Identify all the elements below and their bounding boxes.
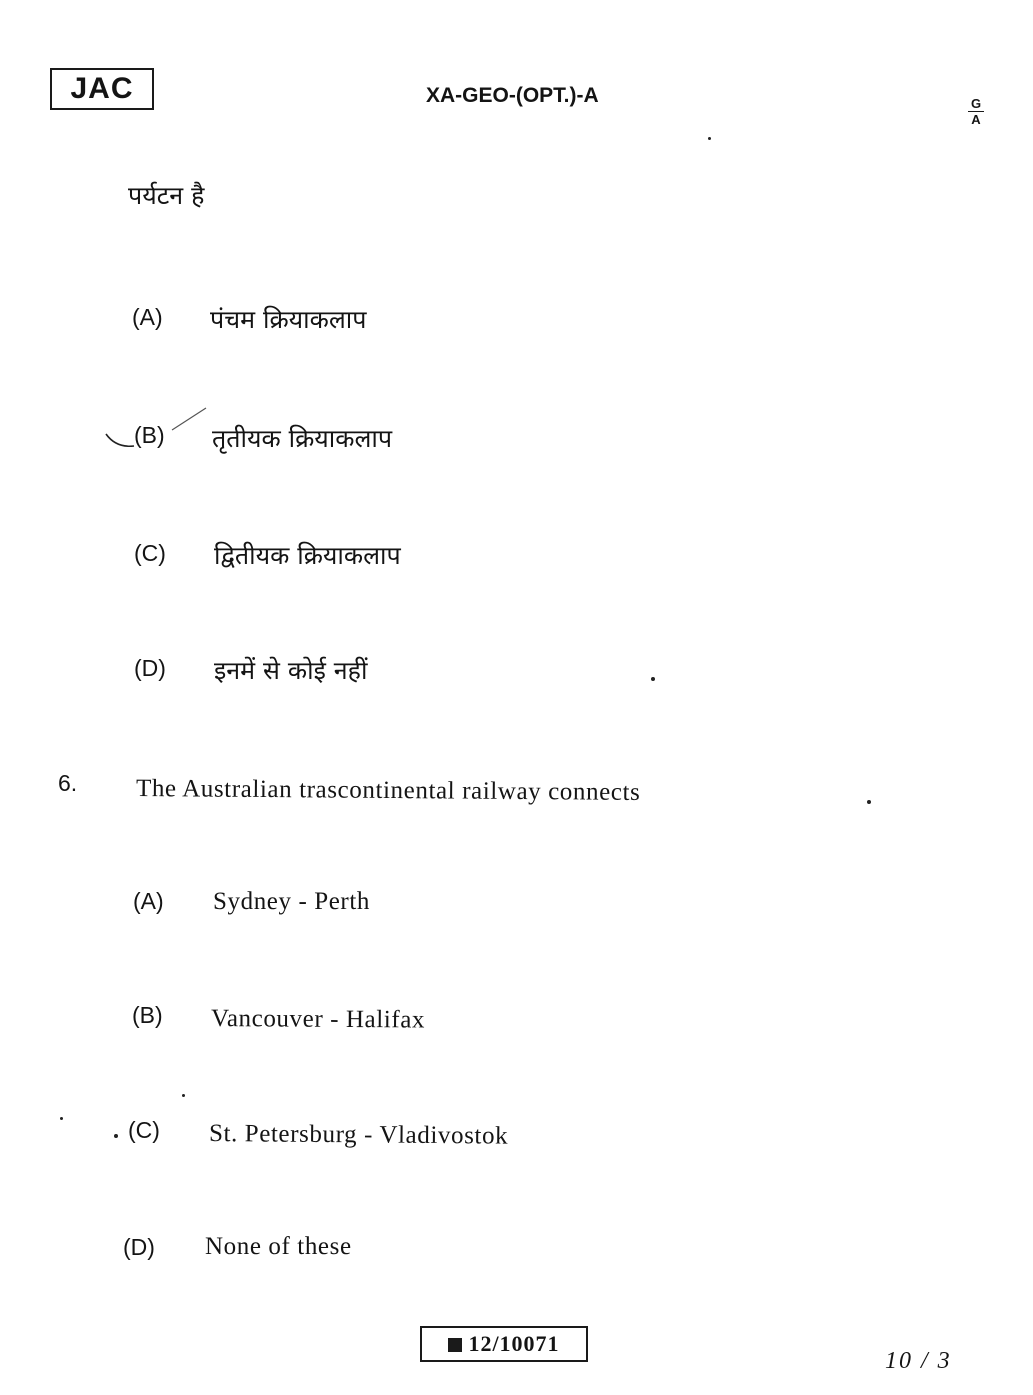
q6-number: 6.	[58, 770, 78, 796]
booklet-code: 12/10071	[468, 1331, 560, 1356]
edge-mark	[968, 96, 984, 127]
q5-option-c-text: द्वितीयक क्रियाकलाप	[214, 541, 401, 570]
q6-option-a-label: (A)	[133, 888, 164, 914]
q6-option-d-text: None of these	[205, 1233, 352, 1260]
scan-dot	[651, 677, 655, 681]
q6-text: The Australian trascontinental railway connects	[135, 775, 641, 806]
q6-option-c-label: (C)	[128, 1117, 160, 1143]
q5-option-d-text: इनमें से कोई नहीं	[214, 656, 368, 685]
scan-dot	[60, 1117, 63, 1120]
edge-mark-top: G	[968, 96, 984, 112]
q5-option-a-text: पंचम क्रियाकलाप	[210, 305, 367, 334]
q6-option-b-text: Vancouver - Halifax	[210, 1005, 426, 1034]
booklet-code-box	[420, 1326, 588, 1362]
jac-badge: JAC	[50, 68, 154, 110]
q6-option-a-text: Sydney - Perth	[213, 888, 370, 915]
q6-option-d-label: (D)	[123, 1234, 155, 1260]
q5-option-b-label: (B)	[134, 422, 165, 448]
scan-dot	[867, 800, 871, 804]
q5-option-a-label: (A)	[132, 304, 163, 330]
square-icon	[448, 1338, 462, 1352]
page-number: 10 / 3	[885, 1348, 952, 1374]
scan-dot	[182, 1094, 185, 1097]
edge-mark-bottom: A	[971, 112, 981, 127]
scan-dot	[114, 1134, 118, 1138]
q6-option-b-label: (B)	[132, 1002, 163, 1028]
q6-option-c-text: St. Petersburg - Vladivostok	[208, 1120, 509, 1150]
q5-continuation: पर्यटन है	[128, 181, 205, 210]
paper-code: XA-GEO-(OPT.)-A	[426, 84, 599, 107]
scan-dot	[708, 137, 711, 140]
q5-option-d-label: (D)	[134, 655, 166, 681]
q5-option-c-label: (C)	[134, 540, 166, 566]
q5-option-b-text: तृतीयक क्रियाकलाप	[212, 424, 393, 453]
